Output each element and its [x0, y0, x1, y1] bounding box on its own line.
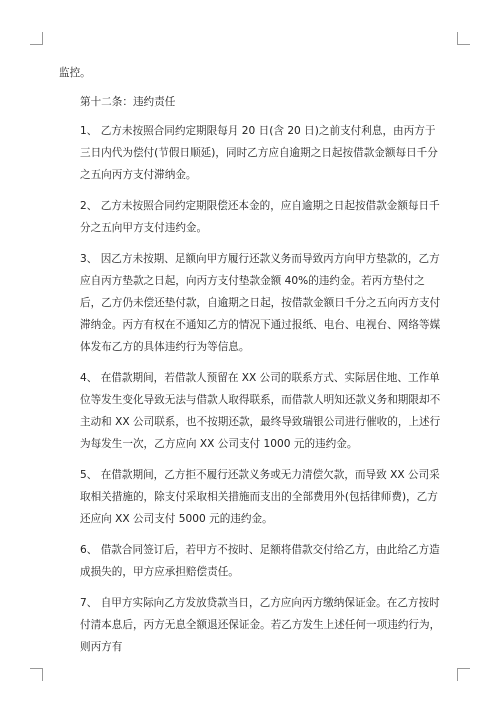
clause-6: 6、 借款合同签订后，若甲方不按时、足额将借款交付给乙方，由此给乙方造成损失的，甲方应承担赔偿责任。	[80, 544, 440, 578]
clause-1: 1、 乙方未按照合同约定期限每月 20 日(含 20 日)之前支付利息，由丙方于三日内代为偿付(节假日顺延)，同时乙方应自逾期之日起按借款金额每日千分之五向丙方支付滞纳金。	[80, 125, 438, 181]
clause-4: 4、 在借款期间，若借款人预留在 XX 公司的联系方式、实际居住地、工作单位等发生变化导致无法与借款人取得联系，而借款人明知还款义务和期限却不主动和 XX 公司联系，也不按期还款，最终导致瑞银公司进行催收的，上述行为每发生一次，乙方应向 XX 公司支付 1000 元的违约金。	[80, 372, 441, 450]
crop-mark-bottom-left	[30, 668, 43, 681]
clause-7: 7、 自甲方实际向乙方发放贷款当日，乙方应向丙方缴纳保证金。在乙方按时付清本息后，丙方无息全额退还保证金。若乙方发生上述任何一项违约行为，则丙方有	[80, 597, 441, 653]
crop-mark-top-right	[457, 32, 470, 45]
clause-3: 3、 因乙方未按期、足额向甲方履行还款义务而导致丙方向甲方垫款的，乙方应自丙方垫款之日起，向丙方支付垫款金额 40%的违约金。若丙方垫付之后，乙方仍未偿还垫付款，自逾期之日起，按借款金额日千分之五向丙方支付滞纳金。丙方有权在不通知乙方的情况下通过报纸、电台、电视台、网络等媒体发布乙方的具体违约行为等信息。	[80, 253, 441, 353]
document-body	[59, 62, 445, 667]
clause-2: 2、 乙方未按照合同约定期限偿还本金的，应自逾期之日起按借款金额每日千分之五向甲方支付违约金。	[80, 200, 440, 234]
clause-5: 5、 在借款期间，乙方拒不履行还款义务或无力清偿欠款，而导致 XX 公司采取相关措施的，除支付采取相关措施而支出的全部费用外(包括律师费)，乙方还应向 XX 公司支付 5000 元的违约金。	[80, 469, 440, 525]
crop-mark-bottom-right	[457, 668, 470, 681]
section-heading: 第十二条：违约责任	[80, 96, 176, 108]
crop-mark-top-left	[30, 32, 43, 45]
paragraph-continuation: 监控。	[59, 67, 91, 79]
